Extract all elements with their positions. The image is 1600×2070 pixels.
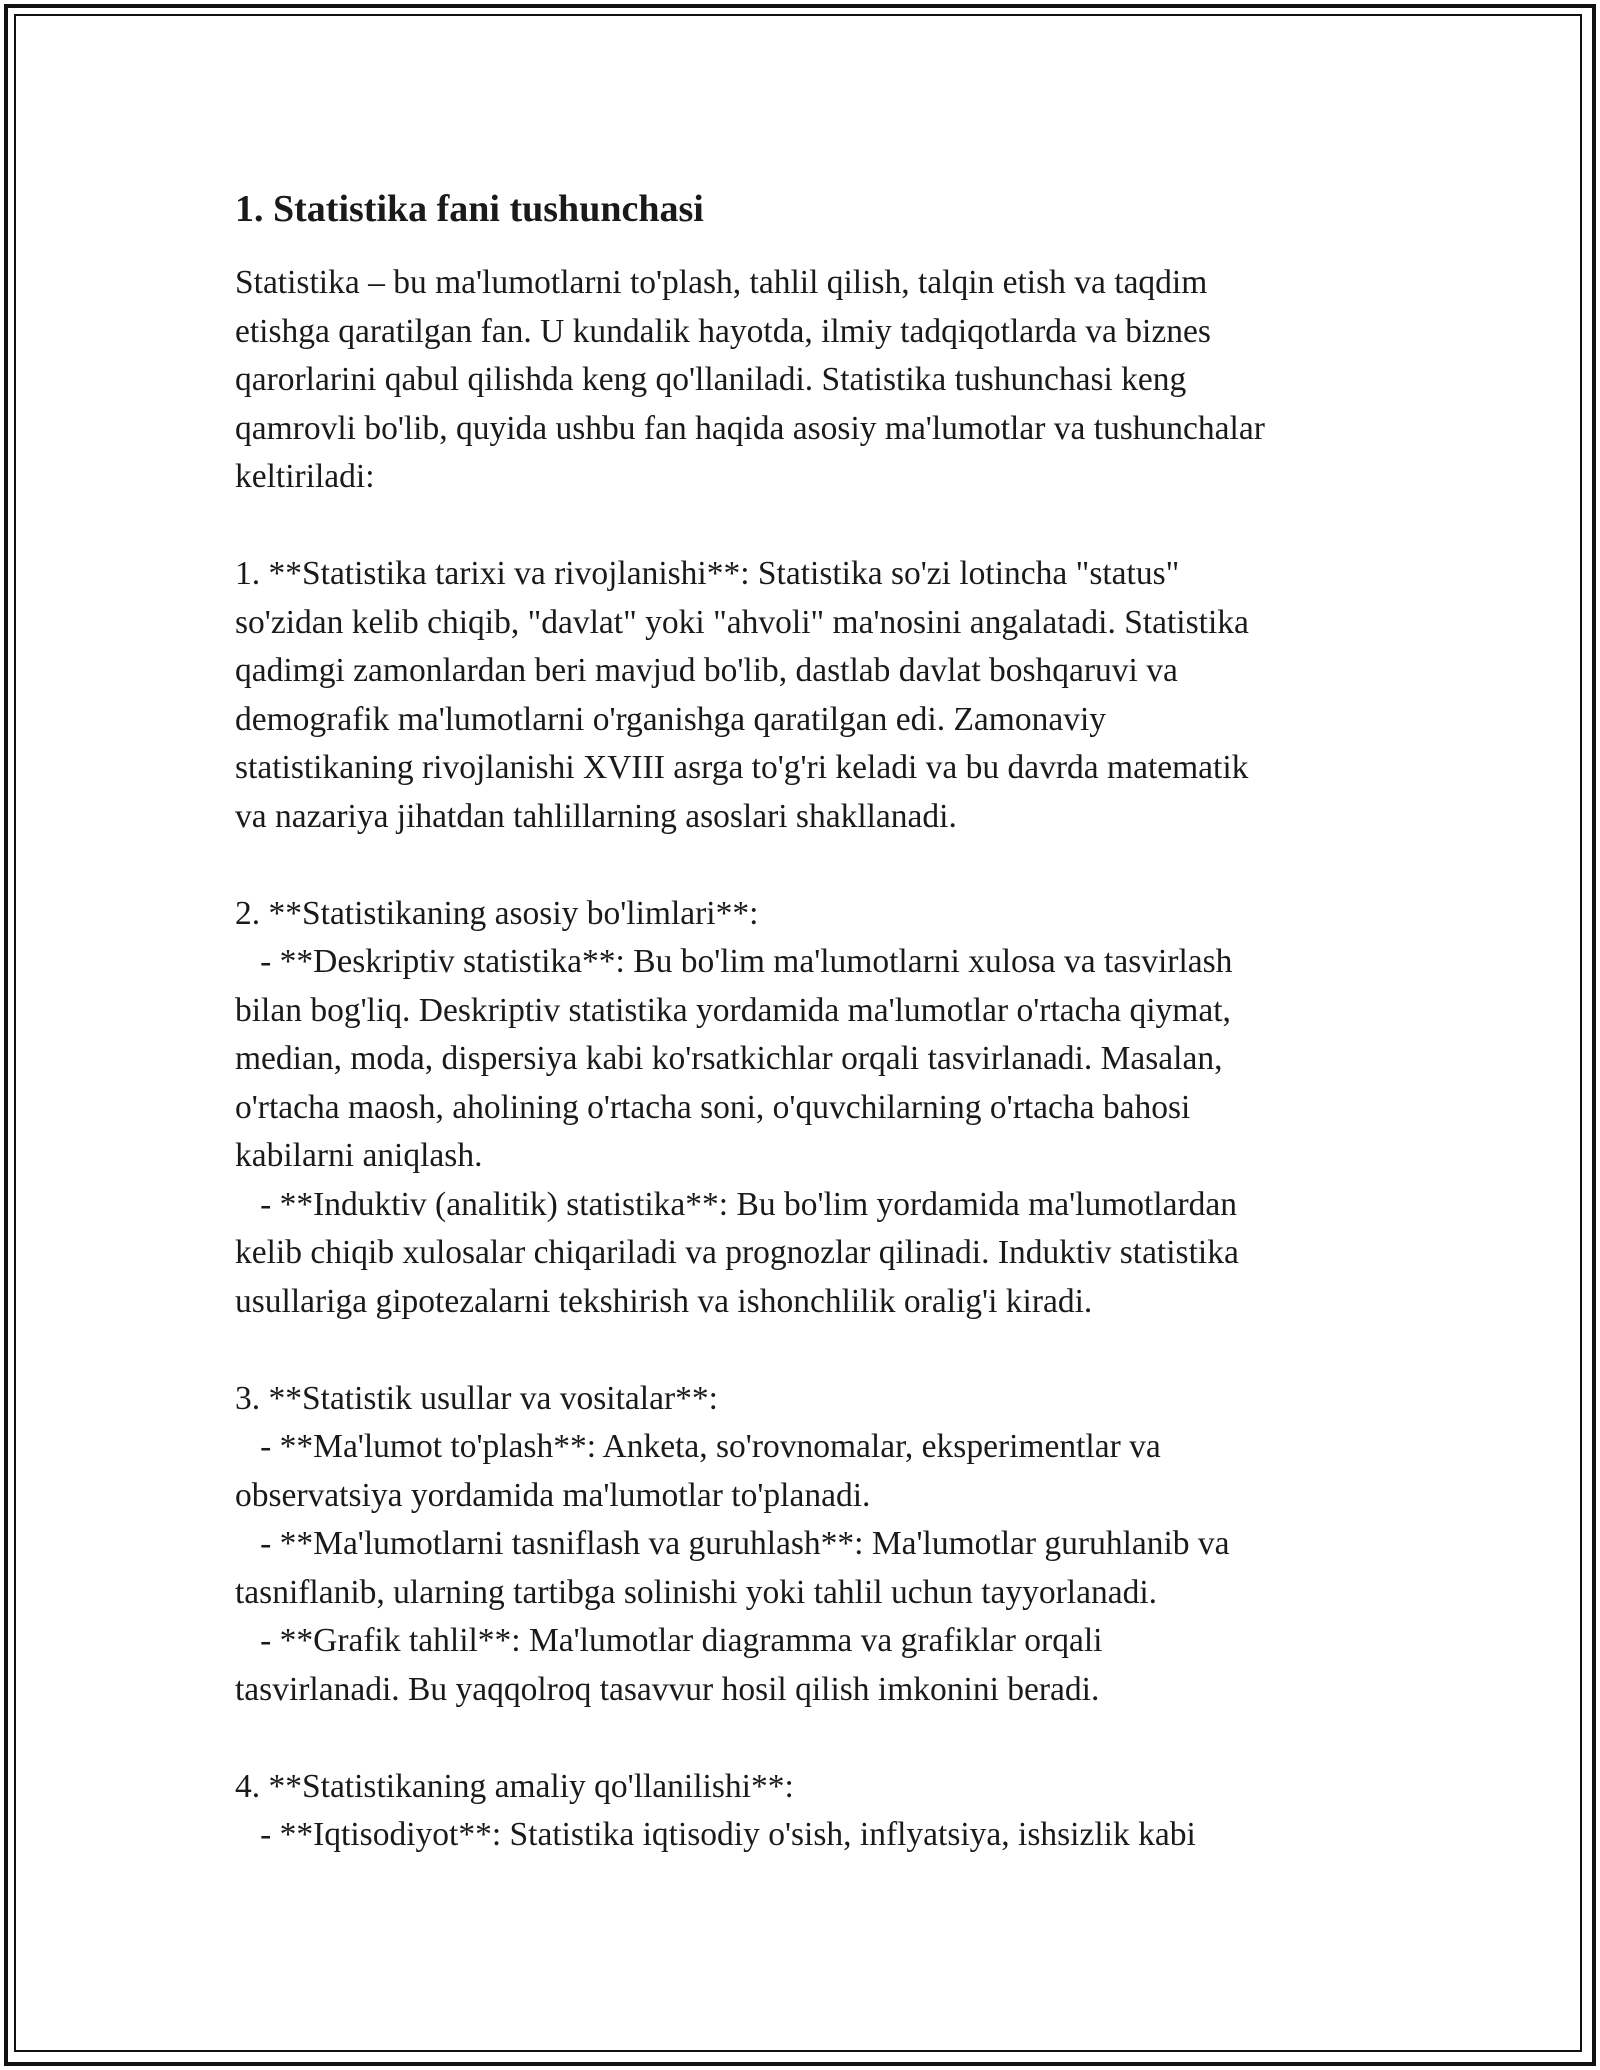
paragraph-gap	[235, 841, 1375, 890]
text-line: - **Iqtisodiyot**: Statistika iqtisodiy o'sish, inflyatsiya, ishsizlik kabi	[235, 1816, 1196, 1853]
text-line: so'zidan kelib chiqib, "davlat" yoki "ahvoli" ma'nosini angalatadi. Statistika	[235, 603, 1249, 641]
text-line: usullariga gipotezalarni tekshirish va ishonchlilik oralig'i kiradi.	[235, 1282, 1093, 1320]
paragraph-gap	[235, 1326, 1375, 1375]
text-line: kelib chiqib xulosalar chiqariladi va prognozlar qilinadi. Induktiv statistika	[235, 1234, 1239, 1271]
paragraph-container	[235, 259, 1375, 1860]
text-line: kabilarni aniqlash.	[235, 1137, 483, 1174]
text-line: o'rtacha maosh, aholining o'rtacha soni, o'quvchilarning o'rtacha bahosi	[235, 1088, 1191, 1126]
paragraph-gap	[235, 1714, 1375, 1763]
document-body	[235, 185, 1375, 1860]
page-title: 1. Statistika fani tushunchasi	[235, 188, 704, 230]
paragraph	[235, 550, 1375, 841]
text-line: tasvirlanadi. Bu yaqqolroq tasavvur hosil qilish imkonini beradi.	[235, 1670, 1100, 1708]
text-line: statistikaning rivojlanishi XVIII asrga to'g'ri keladi va bu davrda matematik	[235, 749, 1249, 786]
text-line: 3. **Statistik usullar va vositalar**:	[235, 1379, 718, 1417]
text-line: 4. **Statistikaning amaliy qo'llanilishi**:	[235, 1767, 794, 1805]
text-line: keltiriladi:	[235, 458, 375, 495]
paragraph	[235, 1763, 1375, 1860]
paragraph	[235, 1375, 1375, 1715]
text-line: - **Grafik tahlil**: Ma'lumotlar diagramma va grafiklar orqali	[235, 1622, 1103, 1659]
text-line: etishga qaratilgan fan. U kundalik hayotda, ilmiy tadqiqotlarda va biznes	[235, 312, 1211, 350]
text-line: - **Ma'lumotlarni tasniflash va guruhlash**: Ma'lumotlar guruhlanib va	[235, 1525, 1230, 1562]
text-line: - **Ma'lumot to'plash**: Anketa, so'rovnomalar, eksperimentlar va	[235, 1428, 1161, 1465]
text-line: va nazariya jihatdan tahlillarning asoslari shakllanadi.	[235, 797, 957, 835]
text-line: 1. **Statistika tarixi va rivojlanishi**: Statistika so'zi lotincha "status"	[235, 555, 1180, 592]
text-line: qarorlarini qabul qilishda keng qo'llaniladi. Statistika tushunchasi keng	[235, 361, 1187, 398]
text-line: demografik ma'lumotlarni o'rganishga qaratilgan edi. Zamonaviy	[235, 700, 1107, 738]
text-line: - **Induktiv (analitik) statistika**: Bu bo'lim yordamida ma'lumotlardan	[235, 1185, 1238, 1223]
text-line: 2. **Statistikaning asosiy bo'limlari**:	[235, 894, 759, 932]
paragraph	[235, 259, 1375, 502]
text-line: Statistika – bu ma'lumotlarni to'plash, tahlil qilish, talqin etish va taqdim	[235, 264, 1208, 301]
text-line: qamrovli bo'lib, quyida ushbu fan haqida asosiy ma'lumotlar va tushunchalar	[235, 409, 1265, 447]
text-line: - **Deskriptiv statistika**: Bu bo'lim ma'lumotlarni xulosa va tasvirlash	[235, 943, 1233, 980]
text-line: observatsiya yordamida ma'lumotlar to'planadi.	[235, 1476, 871, 1514]
text-line: bilan bog'liq. Deskriptiv statistika yordamida ma'lumotlar o'rtacha qiymat,	[235, 991, 1231, 1029]
text-line: tasniflanib, ularning tartibga solinishi yoki tahlil uchun tayyorlanadi.	[235, 1573, 1158, 1611]
paragraph	[235, 890, 1375, 1327]
text-line: median, moda, dispersiya kabi ko'rsatkichlar orqali tasvirlanadi. Masalan,	[235, 1040, 1223, 1077]
paragraph-gap	[235, 502, 1375, 551]
text-line: qadimgi zamonlardan beri mavjud bo'lib, dastlab davlat boshqaruvi va	[235, 652, 1178, 689]
